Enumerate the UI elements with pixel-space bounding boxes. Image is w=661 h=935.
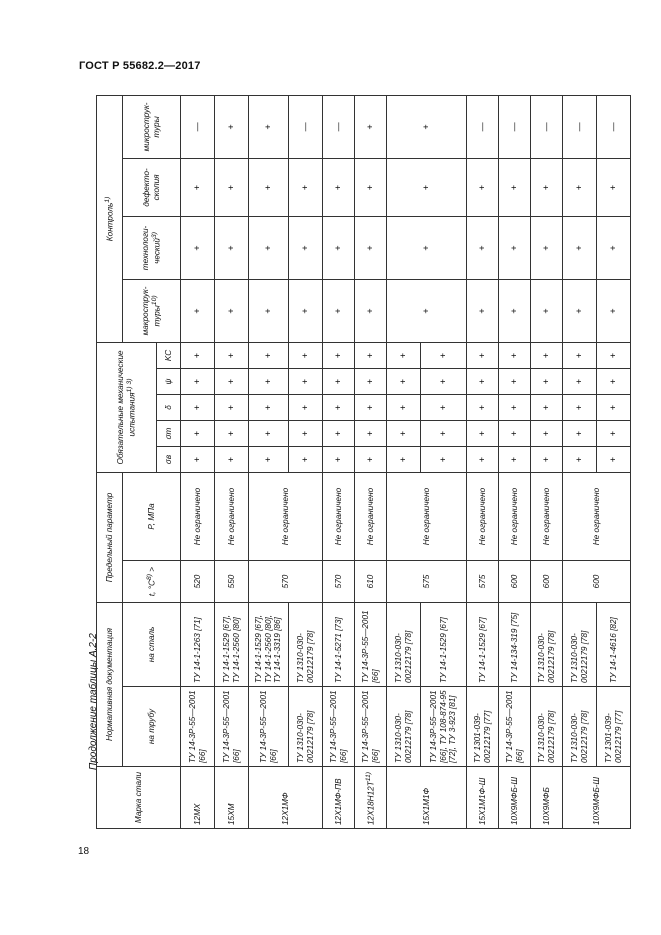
cell-macro: + [499, 279, 531, 342]
cell-pressure: Не ограничено [181, 473, 215, 561]
cell-temp: 600 [563, 561, 631, 603]
cell-defecto: + [467, 158, 499, 216]
cell-macro: + [289, 279, 323, 342]
cell-defecto: + [597, 158, 631, 216]
cell-sigma-t: + [467, 421, 499, 447]
cell-defecto: + [387, 158, 467, 216]
cell-temp: 550 [215, 561, 249, 603]
cell-pipe: ТУ 1310-030-00212179 [78] [289, 687, 323, 767]
cell-delta: + [249, 395, 289, 421]
header-on-pipe: на трубу [123, 687, 181, 767]
document-header: ГОСТ Р 55682.2—2017 [79, 60, 201, 72]
cell-macro: + [355, 279, 387, 342]
cell-micro: + [355, 95, 387, 158]
cell-pipe: ТУ 1310-030-00212179 [78] [531, 687, 563, 767]
table-row [531, 95, 563, 828]
cell-ks: + [597, 342, 631, 368]
cell-macro: + [323, 279, 355, 342]
cell-micro: + [249, 95, 289, 158]
cell-ks: + [467, 342, 499, 368]
header-temp-sup: 8) [145, 574, 153, 581]
cell-micro: — [467, 95, 499, 158]
header-normative: Нормативная документация [97, 603, 123, 767]
cell-grade: 12МХ [181, 767, 215, 829]
cell-steel: ТУ 14-3Р-55—2001 [66] [355, 603, 387, 687]
cell-defecto: + [355, 158, 387, 216]
cell-pipe: ТУ 14-3Р-55—2001 [66] [355, 687, 387, 767]
cell-techno: + [355, 216, 387, 279]
cell-pipe: ТУ 14-3Р-55—2001 [66] [249, 687, 289, 767]
header-delta: δ [157, 395, 181, 421]
cell-sigma-t: + [289, 421, 323, 447]
cell-techno: + [563, 216, 597, 279]
header-psi: ψ [157, 369, 181, 395]
cell-temp: 575 [467, 561, 499, 603]
cell-defecto: + [323, 158, 355, 216]
cell-defecto: + [181, 158, 215, 216]
cell-delta: + [467, 395, 499, 421]
cell-sigma-t: + [531, 421, 563, 447]
cell-delta: + [215, 395, 249, 421]
cell-sigma-t: + [323, 421, 355, 447]
header-limit: Предельный параметр [97, 473, 123, 603]
cell-techno: + [387, 216, 467, 279]
cell-steel: ТУ 14-1-1529 [67] [467, 603, 499, 687]
header-macro-sup: 10) [150, 295, 158, 306]
cell-pressure: Не ограничено [215, 473, 249, 561]
cell-macro: + [531, 279, 563, 342]
table-row [355, 95, 387, 828]
cell-sigma-t: + [421, 421, 467, 447]
cell-ks: + [215, 342, 249, 368]
cell-sigma-b: + [563, 447, 597, 473]
cell-steel: ТУ 1310-030-00212179 [78] [387, 603, 421, 687]
cell-pipe: ТУ 14-3Р-55—2001 [66], ТУ 108-874-95 [72], ТУ 3-923 [81] [421, 687, 467, 767]
cell-ks: + [323, 342, 355, 368]
cell-temp: 520 [181, 561, 215, 603]
steel-grades-table [96, 95, 631, 829]
header-sigma-b: σв [157, 447, 181, 473]
cell-macro: + [597, 279, 631, 342]
cell-delta: + [597, 395, 631, 421]
cell-techno: + [499, 216, 531, 279]
cell-psi: + [355, 369, 387, 395]
cell-delta: + [355, 395, 387, 421]
cell-micro: — [499, 95, 531, 158]
cell-techno: + [249, 216, 289, 279]
header-micro: микрострук- туры [123, 95, 181, 158]
cell-sigma-t: + [355, 421, 387, 447]
table-caption: Продолжение таблицы А.2-2 [88, 633, 99, 770]
cell-ks: + [181, 342, 215, 368]
cell-micro: — [323, 95, 355, 158]
cell-techno: + [181, 216, 215, 279]
cell-pressure: Не ограничено [323, 473, 355, 561]
cell-steel: ТУ 1310-030-00212179 [78] [289, 603, 323, 687]
cell-delta: + [289, 395, 323, 421]
table-row [499, 95, 531, 828]
cell-pipe: ТУ 14-3Р-55—2001 [66] [215, 687, 249, 767]
cell-steel: ТУ 14-1-1529 [67], ТУ 14-1-2560 [80], ТУ 14-1-3319 [86] [249, 603, 289, 687]
header-temp-text: t, °C [147, 580, 157, 597]
cell-sigma-b: + [499, 447, 531, 473]
cell-grade: 10Х9МФБ-Ш [563, 767, 631, 829]
cell-macro: + [563, 279, 597, 342]
cell-delta: + [387, 395, 421, 421]
cell-micro: — [181, 95, 215, 158]
cell-pipe: ТУ 14-3Р-55—2001 [66] [499, 687, 531, 767]
rotated-table-container [96, 96, 623, 829]
cell-sigma-t: + [499, 421, 531, 447]
cell-sigma-b: + [181, 447, 215, 473]
cell-temp: 570 [249, 561, 323, 603]
cell-micro: — [597, 95, 631, 158]
table-row [597, 95, 631, 828]
cell-psi: + [467, 369, 499, 395]
cell-grade [355, 767, 387, 829]
cell-macro: + [467, 279, 499, 342]
cell-pressure: Не ограничено [467, 473, 499, 561]
cell-ks: + [563, 342, 597, 368]
cell-sigma-t: + [597, 421, 631, 447]
cell-grade: 15Х1М1Ф [387, 767, 467, 829]
cell-macro: + [387, 279, 467, 342]
cell-micro: — [563, 95, 597, 158]
cell-ks: + [289, 342, 323, 368]
cell-delta: + [181, 395, 215, 421]
cell-sigma-t: + [215, 421, 249, 447]
cell-grade: 10Х9МФБ-Ш [499, 767, 531, 829]
cell-psi: + [387, 369, 421, 395]
cell-pressure: Не ограничено [355, 473, 387, 561]
cell-temp: 600 [531, 561, 563, 603]
header-sigma-t: σт [157, 421, 181, 447]
cell-sigma-b: + [289, 447, 323, 473]
table-row [215, 95, 249, 828]
header-on-steel: на сталь [123, 603, 181, 687]
cell-defecto: + [499, 158, 531, 216]
cell-macro: + [215, 279, 249, 342]
cell-psi: + [421, 369, 467, 395]
cell-steel: ТУ 14-134-319 [75] [499, 603, 531, 687]
cell-delta: + [531, 395, 563, 421]
cell-pipe: ТУ 14-3Р-55—2001 [66] [323, 687, 355, 767]
cell-sigma-b: + [421, 447, 467, 473]
cell-ks: + [421, 342, 467, 368]
cell-ks: + [531, 342, 563, 368]
table-row [467, 95, 499, 828]
cell-ks: + [499, 342, 531, 368]
cell-grade-sup: 11) [364, 771, 372, 782]
cell-delta: + [563, 395, 597, 421]
cell-pressure: Не ограничено [249, 473, 323, 561]
cell-sigma-b: + [531, 447, 563, 473]
cell-ks: + [387, 342, 421, 368]
cell-techno: + [323, 216, 355, 279]
cell-psi: + [597, 369, 631, 395]
cell-techno: + [467, 216, 499, 279]
cell-pressure: Не ограничено [563, 473, 631, 561]
table-row [181, 95, 215, 828]
table-row [289, 95, 323, 828]
cell-sigma-t: + [249, 421, 289, 447]
header-pressure: P, МПа [123, 473, 181, 561]
cell-pipe: ТУ 1301-039-00212179 [77] [467, 687, 499, 767]
cell-temp: 610 [355, 561, 387, 603]
cell-pipe: ТУ 1310-030-00212179 [78] [563, 687, 597, 767]
header-temp [123, 561, 181, 603]
cell-techno: + [289, 216, 323, 279]
cell-defecto: + [563, 158, 597, 216]
cell-temp: 575 [387, 561, 467, 603]
table-row [249, 95, 289, 828]
header-grade: Марка стали [97, 767, 181, 829]
cell-steel: ТУ 1310-030-00212179 [78] [563, 603, 597, 687]
cell-ks: + [355, 342, 387, 368]
header-techno [123, 216, 181, 279]
cell-pipe: ТУ 1301-039-00212179 [77] [597, 687, 631, 767]
cell-psi: + [323, 369, 355, 395]
cell-sigma-b: + [249, 447, 289, 473]
cell-grade: 10Х9МФБ [531, 767, 563, 829]
cell-psi: + [289, 369, 323, 395]
cell-delta: + [421, 395, 467, 421]
cell-psi: + [181, 369, 215, 395]
cell-steel: ТУ 14-1-5271 [73] [323, 603, 355, 687]
cell-defecto: + [289, 158, 323, 216]
cell-sigma-b: + [215, 447, 249, 473]
cell-defecto: + [531, 158, 563, 216]
cell-temp: 600 [499, 561, 531, 603]
cell-micro: — [289, 95, 323, 158]
cell-psi: + [215, 369, 249, 395]
cell-sigma-t: + [563, 421, 597, 447]
header-macro [123, 279, 181, 342]
cell-sigma-b: + [597, 447, 631, 473]
cell-grade: 12Х1МФ-ПВ [323, 767, 355, 829]
cell-sigma-b: + [355, 447, 387, 473]
cell-techno: + [597, 216, 631, 279]
table-row [563, 95, 597, 828]
header-techno-sup: 3) [150, 232, 158, 239]
cell-ks: + [249, 342, 289, 368]
cell-pressure: Не ограничено [499, 473, 531, 561]
cell-psi: + [531, 369, 563, 395]
table-row [387, 95, 421, 828]
cell-macro: + [181, 279, 215, 342]
cell-sigma-t: + [181, 421, 215, 447]
cell-defecto: + [215, 158, 249, 216]
header-mech-text: Обязательные механические испытания [116, 350, 137, 465]
header-mech-sup: 1) 3) [125, 378, 133, 393]
cell-techno: + [215, 216, 249, 279]
header-control [97, 95, 123, 342]
cell-delta: + [499, 395, 531, 421]
cell-psi: + [249, 369, 289, 395]
cell-sigma-t: + [387, 421, 421, 447]
cell-steel: ТУ 1310-030-00212179 [78] [531, 603, 563, 687]
cell-psi: + [563, 369, 597, 395]
header-mech [97, 342, 157, 472]
cell-temp: 570 [323, 561, 355, 603]
cell-steel: ТУ 14-1-1263 [71] [181, 603, 215, 687]
cell-defecto: + [249, 158, 289, 216]
cell-psi: + [499, 369, 531, 395]
cell-macro: + [249, 279, 289, 342]
table-row [323, 95, 355, 828]
cell-grade-text: 12Х18Н12Т [366, 781, 376, 825]
cell-micro: + [387, 95, 467, 158]
cell-pipe: ТУ 1310-030-00212179 [78] [387, 687, 421, 767]
cell-sigma-b: + [387, 447, 421, 473]
header-ks: KC [157, 342, 181, 368]
cell-pressure: Не ограничено [387, 473, 467, 561]
header-defecto: дефекто- скопия [123, 158, 181, 216]
header-temp-suffix: > [147, 566, 157, 572]
cell-sigma-b: + [467, 447, 499, 473]
cell-sigma-b: + [323, 447, 355, 473]
page-number: 18 [78, 846, 90, 857]
cell-micro: + [215, 95, 249, 158]
cell-grade: 15Х1М1Ф-Ш [467, 767, 499, 829]
cell-steel: ТУ 14-1-1529 [67] [421, 603, 467, 687]
cell-grade: 12Х1МФ [249, 767, 323, 829]
header-control-text: Контроль [105, 202, 115, 242]
cell-techno: + [531, 216, 563, 279]
cell-steel: ТУ 14-1-1529 [67], ТУ 14-1-2560 [80] [215, 603, 249, 687]
header-macro-text: макрострук- туры [141, 286, 162, 336]
cell-pipe: ТУ 14-3Р-55—2001 [66] [181, 687, 215, 767]
cell-grade: 15ХМ [215, 767, 249, 829]
header-techno-text: технологи- ческий [141, 225, 162, 271]
cell-pressure: Не ограничено [531, 473, 563, 561]
header-control-sup: 1) [103, 196, 111, 203]
cell-delta: + [323, 395, 355, 421]
cell-micro: — [531, 95, 563, 158]
cell-steel: ТУ 14-1-4616 [82] [597, 603, 631, 687]
